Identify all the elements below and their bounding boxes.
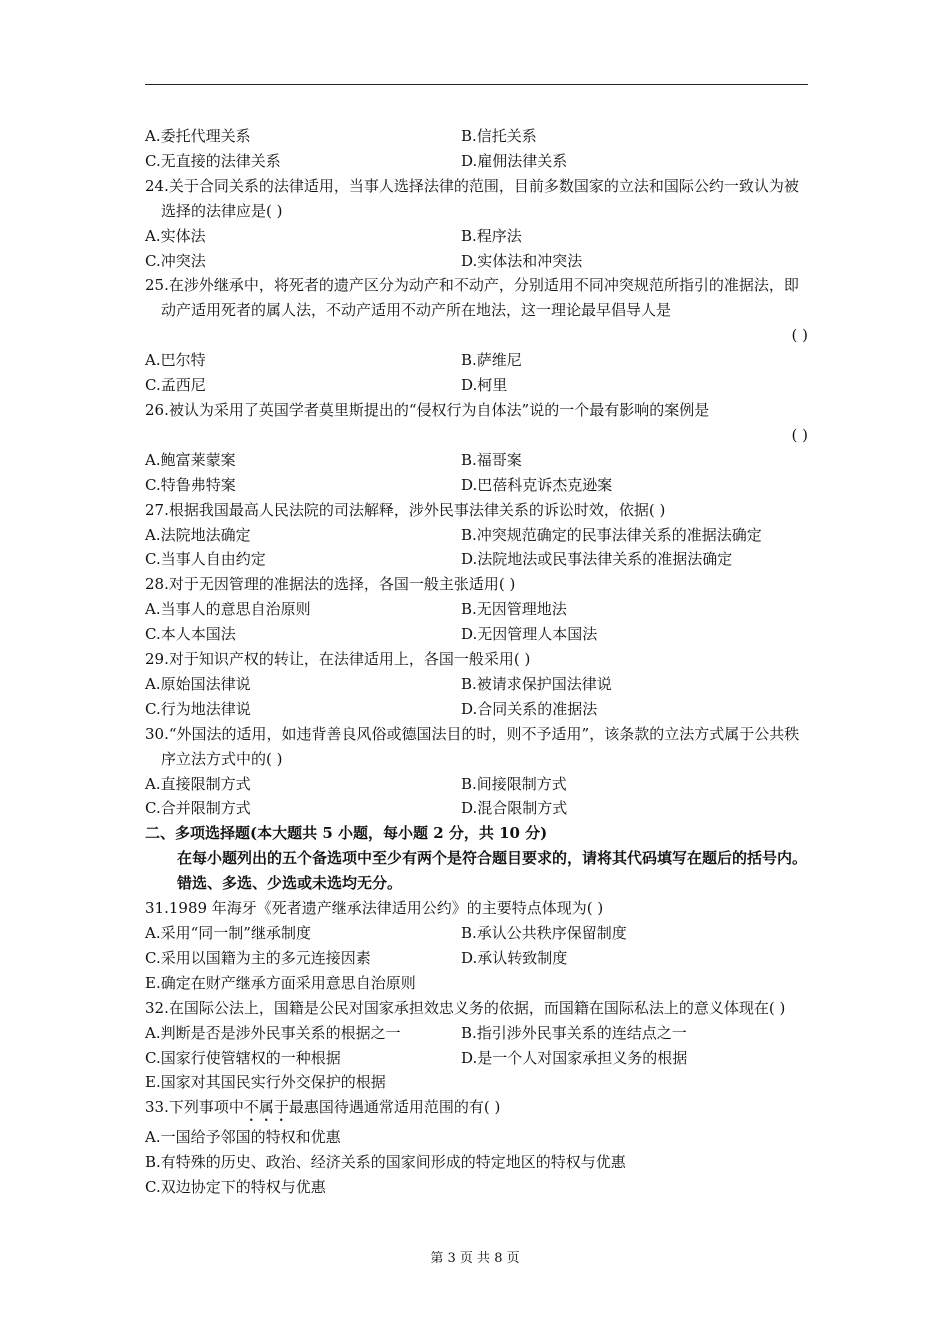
q26-option-d: D.巴蓓科克诉杰克逊案 — [461, 475, 613, 494]
option-row — [145, 597, 808, 622]
option-row — [145, 149, 808, 174]
q24-option-c: C.冲突法 — [145, 251, 206, 270]
q24-option-a: A.实体法 — [145, 226, 206, 245]
q28-option-b: B.无因管理地法 — [461, 600, 567, 619]
q25-option-d: D.柯里 — [461, 376, 508, 395]
q32-option-c: C.国家行使管辖权的一种根据 — [145, 1048, 341, 1067]
q25-option-b: B.萨维尼 — [461, 351, 522, 370]
q33-option-b: B.有特殊的历史、政治、经济关系的国家间形成的特定地区的特权与优惠 — [145, 1153, 626, 1172]
q31-stem: 31.1989 年海牙《死者遗产继承法律适用公约》的主要特点体现为( ) — [145, 899, 604, 918]
q30-option-c: C.合并限制方式 — [145, 799, 251, 818]
q26-option-c: C.特鲁弗特案 — [145, 475, 236, 494]
q24-stem: 24.关于合同关系的法律适用，当事人选择法律的范围，目前多数国家的立法和国际公约一致认为被选择的法律应是( ) — [145, 176, 799, 220]
q31-option-e: E.确定在财产继承方面采用意思自治原则 — [145, 973, 416, 992]
q29-option-c: C.行为地法律说 — [145, 699, 251, 718]
option-row — [145, 622, 808, 647]
option-row — [145, 921, 808, 946]
q33-stem-suffix: 最惠国待遇通常适用范围的有( ) — [288, 1098, 501, 1117]
q28-option-c: C.本人本国法 — [145, 625, 236, 644]
option-row — [145, 672, 808, 697]
option-row — [145, 224, 808, 249]
option-row — [145, 523, 808, 548]
q31-option-b: B.承认公共秩序保留制度 — [461, 924, 627, 942]
q23-option-d: D.雇佣法律关系 — [461, 151, 568, 170]
q30-option-a: A.直接限制方式 — [145, 774, 251, 793]
q32-option-e: E.国家对其国民实行外交保护的根据 — [145, 1073, 386, 1092]
q28-option-d: D.无因管理人本国法 — [461, 625, 598, 644]
q26-option-b: B.福哥案 — [461, 450, 522, 469]
q29-option-d: D.合同关系的准据法 — [461, 699, 598, 718]
q24-option-d: D.实体法和冲突法 — [461, 251, 583, 270]
page-number: 第 3 页 共 8 页 — [430, 1251, 520, 1266]
q26-answer-paren: ( ) — [791, 425, 808, 444]
option-row — [145, 124, 808, 149]
q31-option-d: D.承认转致制度 — [461, 948, 568, 967]
q32-stem: 32.在国际公法上，国籍是公民对国家承担效忠义务的依据，而国籍在国际私法上的意义体现在( ) — [145, 998, 786, 1017]
q29-option-b: B.被请求保护国法律说 — [461, 674, 612, 693]
option-row — [145, 1021, 808, 1046]
option-row — [145, 1046, 808, 1071]
q26-stem: 26.被认为采用了英国学者莫里斯提出的“侵权行为自体法”说的一个最有影响的案例是 — [145, 400, 710, 419]
q25-answer-paren: ( ) — [791, 326, 808, 345]
option-row — [145, 946, 808, 971]
option-row — [145, 547, 808, 572]
q32-option-d: D.是一个人对国家承担义务的根据 — [461, 1048, 688, 1067]
q30-option-b: B.间接限制方式 — [461, 774, 567, 793]
q33-stem-emphasis: 不属于 — [243, 1098, 289, 1117]
q30-option-d: D.混合限制方式 — [461, 799, 568, 818]
q28-option-a: A.当事人的意思自治原则 — [145, 600, 311, 619]
q29-option-a: A.原始国法律说 — [145, 674, 251, 693]
q33-stem-prefix: 33.下列事项中 — [145, 1098, 244, 1117]
q27-stem: 27.根据我国最高人民法院的司法解释，涉外民事法律关系的诉讼时效，依据( ) — [145, 500, 666, 519]
q28-stem: 28.对于无因管理的准据法的选择，各国一般主张适用( ) — [145, 575, 516, 594]
q33-option-a: A.一国给予邻国的特权和优惠 — [145, 1128, 341, 1147]
q25-option-a: A.巴尔特 — [145, 351, 206, 370]
q25-option-c: C.孟西尼 — [145, 376, 206, 395]
q23-option-b: B.信托关系 — [461, 127, 537, 145]
q29-stem: 29.对于知识产权的转让，在法律适用上，各国一般采用( ) — [145, 650, 531, 669]
option-row — [145, 348, 808, 373]
option-row — [145, 448, 808, 473]
exam-content — [145, 124, 808, 1200]
option-row — [145, 772, 808, 797]
q33-option-c: C.双边协定下的特权与优惠 — [145, 1178, 326, 1197]
option-row — [145, 373, 808, 398]
header-rule — [145, 84, 808, 85]
q24-option-b: B.程序法 — [461, 226, 522, 245]
option-row — [145, 249, 808, 274]
q25-stem: 25.在涉外继承中，将死者的遗产区分为动产和不动产，分别适用不同冲突规范所指引的准据法，即动产适用死者的属人法，不动产适用不动产所在地法，这一理论最早倡导人是 — [145, 276, 799, 320]
q27-option-c: C.当事人自由约定 — [145, 550, 266, 569]
q23-option-c: C.无直接的法律关系 — [145, 151, 281, 170]
option-row — [145, 697, 808, 722]
section-heading: 二、多项选择题(本大题共 5 小题，每小题 2 分，共 10 分) — [145, 824, 548, 843]
q31-option-a: A.采用“同一制”继承制度 — [145, 924, 311, 942]
q30-stem: 30.“外国法的适用，如违背善良风俗或德国法目的时，则不予适用”，该条款的立法方式属于公共秩序立法方式中的( ) — [145, 724, 800, 768]
q32-option-a: A.判断是否是涉外民事关系的根据之一 — [145, 1023, 401, 1042]
q27-option-b: B.冲突规范确定的民事法律关系的准据法确定 — [461, 525, 762, 544]
q31-option-c: C.采用以国籍为主的多元连接因素 — [145, 948, 371, 967]
option-row — [145, 473, 808, 498]
q26-option-a: A.鲍富莱蒙案 — [145, 450, 236, 469]
q27-option-d: D.法院地法或民事法律关系的准据法确定 — [461, 550, 733, 569]
q23-option-a: A.委托代理关系 — [145, 127, 251, 145]
q27-option-a: A.法院地法确定 — [145, 525, 251, 544]
section-instruction: 在每小题列出的五个备选项中至少有两个是符合题目要求的，请将其代码填写在题后的括号内。错选、多选、少选或未选均无分。 — [177, 849, 808, 893]
q33-stem — [145, 1095, 808, 1125]
option-row — [145, 796, 808, 821]
q32-option-b: B.指引涉外民事关系的连结点之一 — [461, 1023, 687, 1042]
